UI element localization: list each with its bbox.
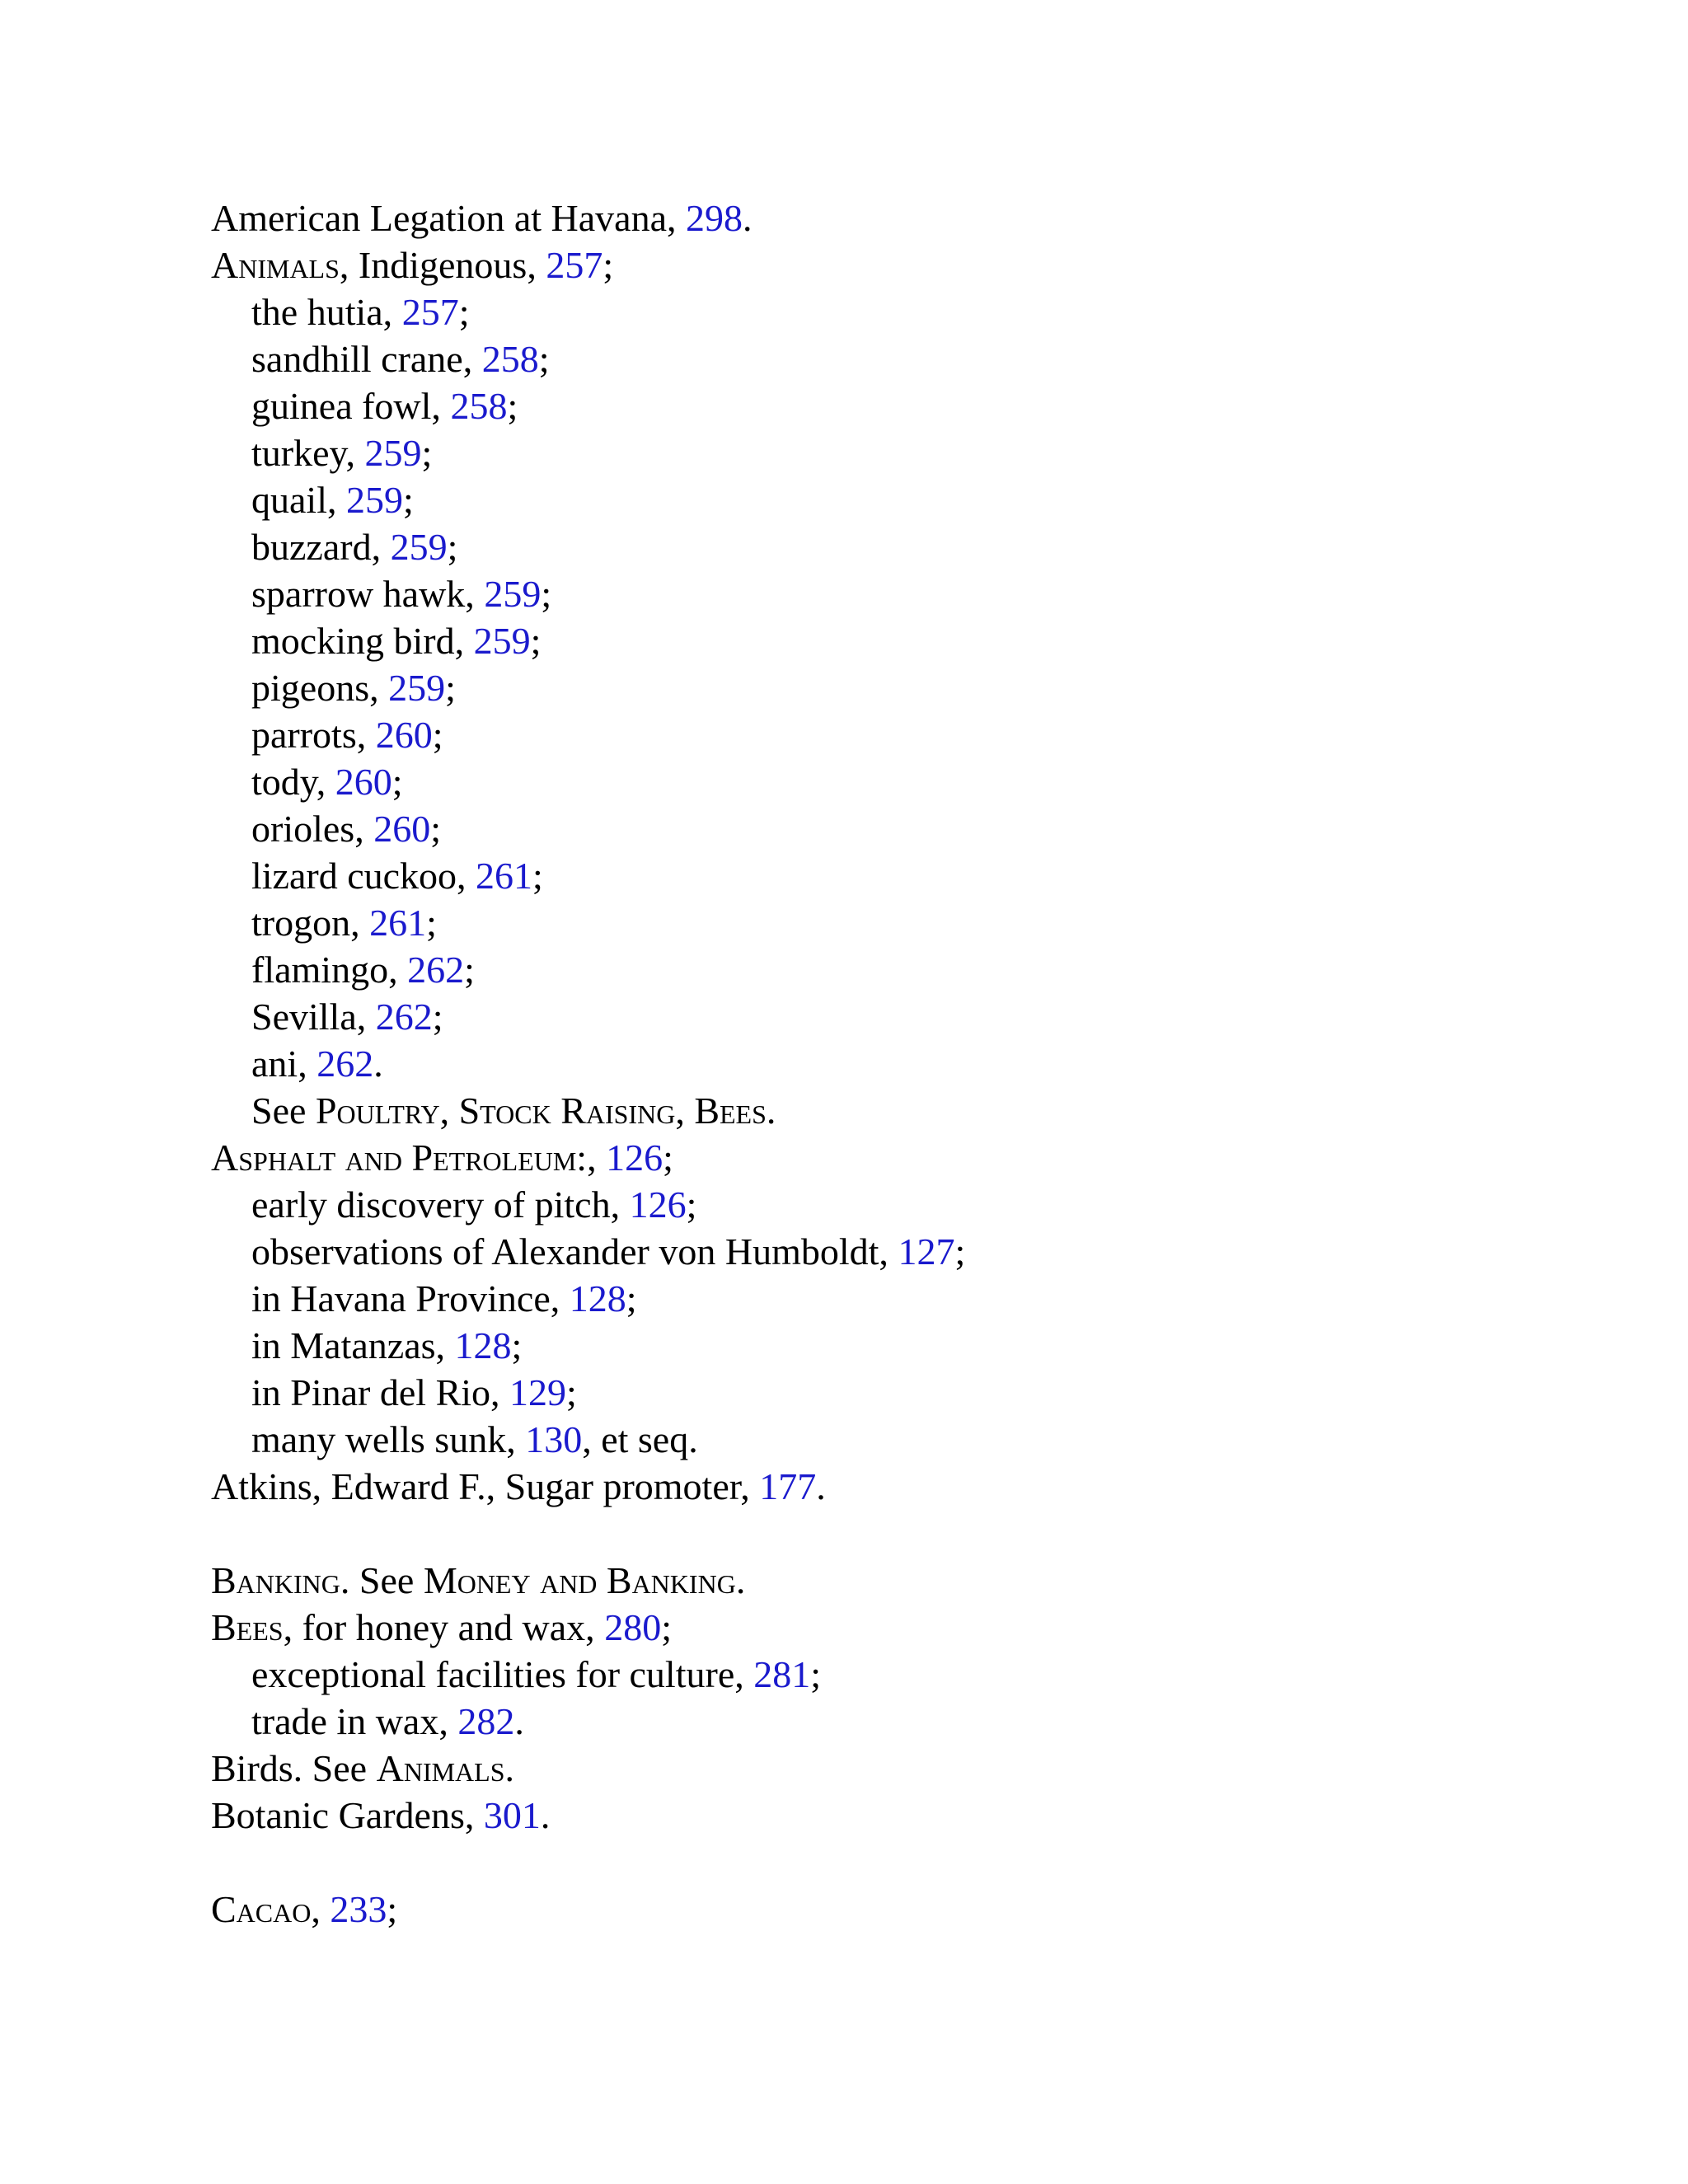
index-subentry <box>211 429 1612 476</box>
index-text: in Pinar del Rio, <box>251 1371 510 1413</box>
index-entry <box>211 1745 1612 1792</box>
index-subentry <box>211 335 1612 382</box>
index-heading-text: Cacao <box>211 1888 312 1930</box>
index-text: pigeons, <box>251 667 389 709</box>
index-text: ; <box>430 808 441 850</box>
index-text: Botanic Gardens, <box>211 1794 484 1836</box>
page-number-link[interactable]: 262 <box>407 949 465 991</box>
index-text: ; <box>530 620 542 662</box>
page-number-link[interactable]: 262 <box>375 996 433 1038</box>
page-number-link[interactable]: 128 <box>569 1277 626 1319</box>
index-text: . <box>373 1043 383 1085</box>
index-text: ; <box>447 526 458 568</box>
index-text: ; <box>426 902 437 944</box>
index-text: ; <box>663 1137 673 1179</box>
page-number-link[interactable]: 259 <box>484 573 542 615</box>
page-number-link[interactable]: 258 <box>450 385 508 427</box>
index-text: observations of Alexander von Humboldt, <box>251 1230 898 1272</box>
index-text: sandhill crane, <box>251 338 482 380</box>
page-number-link[interactable]: 130 <box>525 1418 583 1460</box>
index-text: sparrow hawk, <box>251 573 485 615</box>
index-text: ; <box>603 244 614 286</box>
page-number-link[interactable]: 126 <box>606 1137 663 1179</box>
index-text: in Matanzas, <box>251 1324 455 1366</box>
index-text: many wells sunk, <box>251 1418 526 1460</box>
page-number-link[interactable]: 282 <box>457 1700 515 1742</box>
index-text: ; <box>445 667 456 709</box>
index-page <box>211 194 1612 1933</box>
index-entry <box>211 241 1612 288</box>
page-number-link[interactable]: 257 <box>546 244 603 286</box>
index-subentry <box>211 805 1612 852</box>
index-subentry <box>211 1698 1612 1745</box>
index-subentry <box>211 288 1612 335</box>
index-text: , Indigenous, <box>339 244 546 286</box>
index-text: ; <box>954 1230 966 1272</box>
index-text: ; <box>464 949 475 991</box>
index-text: Birds. See <box>211 1747 377 1789</box>
index-text: ; <box>432 996 443 1038</box>
index-subentry <box>211 1416 1612 1463</box>
index-text: ; <box>532 855 543 897</box>
page-number-link[interactable]: 261 <box>476 855 533 897</box>
index-text: ; <box>507 385 518 427</box>
index-text: quail, <box>251 479 346 521</box>
index-text: trade in wax, <box>251 1700 458 1742</box>
index-text: early discovery of pitch, <box>251 1183 630 1226</box>
index-subentry <box>211 1651 1612 1698</box>
index-subentry <box>211 617 1612 664</box>
index-text: ; <box>402 479 414 521</box>
index-heading-text: Money and Banking <box>423 1559 736 1601</box>
index-subentry <box>211 1275 1612 1322</box>
page-number-link[interactable]: 126 <box>629 1183 687 1226</box>
index-text: . <box>514 1700 524 1742</box>
index-text: flamingo, <box>251 949 408 991</box>
index-heading-text: Bees <box>211 1606 284 1648</box>
index-subentry <box>211 758 1612 805</box>
index-subentry <box>211 382 1612 429</box>
page-number-link[interactable]: 260 <box>375 714 433 756</box>
page-number-link[interactable]: 129 <box>509 1371 567 1413</box>
index-subentry <box>211 711 1612 758</box>
index-text: , <box>311 1888 331 1930</box>
page-number-link[interactable]: 128 <box>454 1324 512 1366</box>
index-text: . <box>540 1794 551 1836</box>
index-text: guinea fowl, <box>251 385 451 427</box>
page-number-link[interactable]: 259 <box>390 526 448 568</box>
page-number-link[interactable]: 259 <box>364 432 422 474</box>
index-text: ; <box>810 1653 822 1695</box>
index-text: , for honey and wax, <box>283 1606 605 1648</box>
index-subentry <box>211 1040 1612 1087</box>
index-subentry <box>211 993 1612 1040</box>
index-heading-text: Animals <box>211 244 340 286</box>
index-text: turkey, <box>251 432 365 474</box>
index-heading-text: Banking <box>211 1559 340 1601</box>
index-subentry <box>211 1228 1612 1275</box>
index-entry <box>211 1463 1612 1510</box>
page-number-link[interactable]: 301 <box>483 1794 541 1836</box>
index-text: . <box>735 1559 746 1601</box>
page-number-link[interactable]: 262 <box>316 1043 374 1085</box>
page-number-link[interactable]: 127 <box>898 1230 955 1272</box>
page-number-link[interactable]: 257 <box>401 291 459 333</box>
index-heading-text: Bees <box>694 1090 767 1132</box>
page-number-link[interactable]: 260 <box>373 808 431 850</box>
index-text: trogon, <box>251 902 370 944</box>
index-text: ; <box>538 338 550 380</box>
index-text: , <box>439 1090 459 1132</box>
index-subentry <box>211 664 1612 711</box>
index-subentry <box>211 1181 1612 1228</box>
index-text: tody, <box>251 761 335 803</box>
index-entry <box>211 1792 1612 1839</box>
index-text: ; <box>566 1371 577 1413</box>
index-text: . <box>743 197 753 239</box>
index-text: , <box>675 1090 695 1132</box>
index-text: ; <box>432 714 443 756</box>
index-heading-text: Poultry <box>315 1090 440 1132</box>
index-text: ; <box>686 1183 697 1226</box>
index-text: Atkins, Edward F., Sugar promoter, <box>211 1465 760 1507</box>
index-text: ani, <box>251 1043 317 1085</box>
index-entry <box>211 1557 1612 1604</box>
index-subentry <box>211 523 1612 570</box>
index-subentry <box>211 946 1612 993</box>
index-text: . <box>504 1747 515 1789</box>
page-number-link[interactable]: 260 <box>335 761 392 803</box>
page-number-link[interactable]: 259 <box>345 479 403 521</box>
index-subentry <box>211 476 1612 523</box>
index-text: . See <box>340 1559 424 1601</box>
index-text: ; <box>421 432 433 474</box>
index-text: ; <box>661 1606 672 1648</box>
index-text: ; <box>392 761 403 803</box>
page-number-link[interactable]: 281 <box>753 1653 811 1695</box>
index-heading-text: Animals <box>376 1747 505 1789</box>
index-subentry <box>211 852 1612 899</box>
index-text: in Havana Province, <box>251 1277 570 1319</box>
index-text: orioles, <box>251 808 374 850</box>
index-text: ; <box>458 291 470 333</box>
index-text: exceptional facilities for culture, <box>251 1653 754 1695</box>
index-text: mocking bird, <box>251 620 474 662</box>
index-subentry <box>211 899 1612 946</box>
index-text: . <box>766 1090 776 1132</box>
page-number-link[interactable]: 258 <box>481 338 539 380</box>
index-subentry <box>211 1322 1612 1369</box>
index-text: parrots, <box>251 714 376 756</box>
index-text: lizard cuckoo, <box>251 855 476 897</box>
page-number-link[interactable]: 233 <box>330 1888 387 1930</box>
index-subentry <box>211 1369 1612 1416</box>
index-text: American Legation at Havana, <box>211 197 687 239</box>
page-number-link[interactable]: 259 <box>388 667 446 709</box>
index-entry <box>211 1134 1612 1181</box>
page-number-link[interactable]: 298 <box>686 197 743 239</box>
index-text: buzzard, <box>251 526 391 568</box>
index-entry <box>211 1886 1612 1933</box>
index-text: ; <box>511 1324 523 1366</box>
index-heading-text: Stock Raising <box>458 1090 676 1132</box>
index-text: ; <box>387 1888 398 1930</box>
index-text: Sevilla, <box>251 996 376 1038</box>
index-entry <box>211 194 1612 241</box>
index-subentry <box>211 1087 1612 1134</box>
index-text: See <box>251 1090 316 1132</box>
index-text: , et seq. <box>582 1418 698 1460</box>
page-number-link[interactable]: 177 <box>759 1465 817 1507</box>
index-text: ; <box>541 573 552 615</box>
index-text: . <box>816 1465 826 1507</box>
index-heading-text: Asphalt and Petroleum: <box>211 1137 588 1179</box>
page-number-link[interactable]: 259 <box>473 620 531 662</box>
index-text: , <box>587 1137 607 1179</box>
page-number-link[interactable]: 280 <box>604 1606 662 1648</box>
index-text: ; <box>626 1277 637 1319</box>
page-number-link[interactable]: 261 <box>369 902 427 944</box>
index-text: the hutia, <box>251 291 402 333</box>
index-subentry <box>211 570 1612 617</box>
index-entry <box>211 1604 1612 1651</box>
